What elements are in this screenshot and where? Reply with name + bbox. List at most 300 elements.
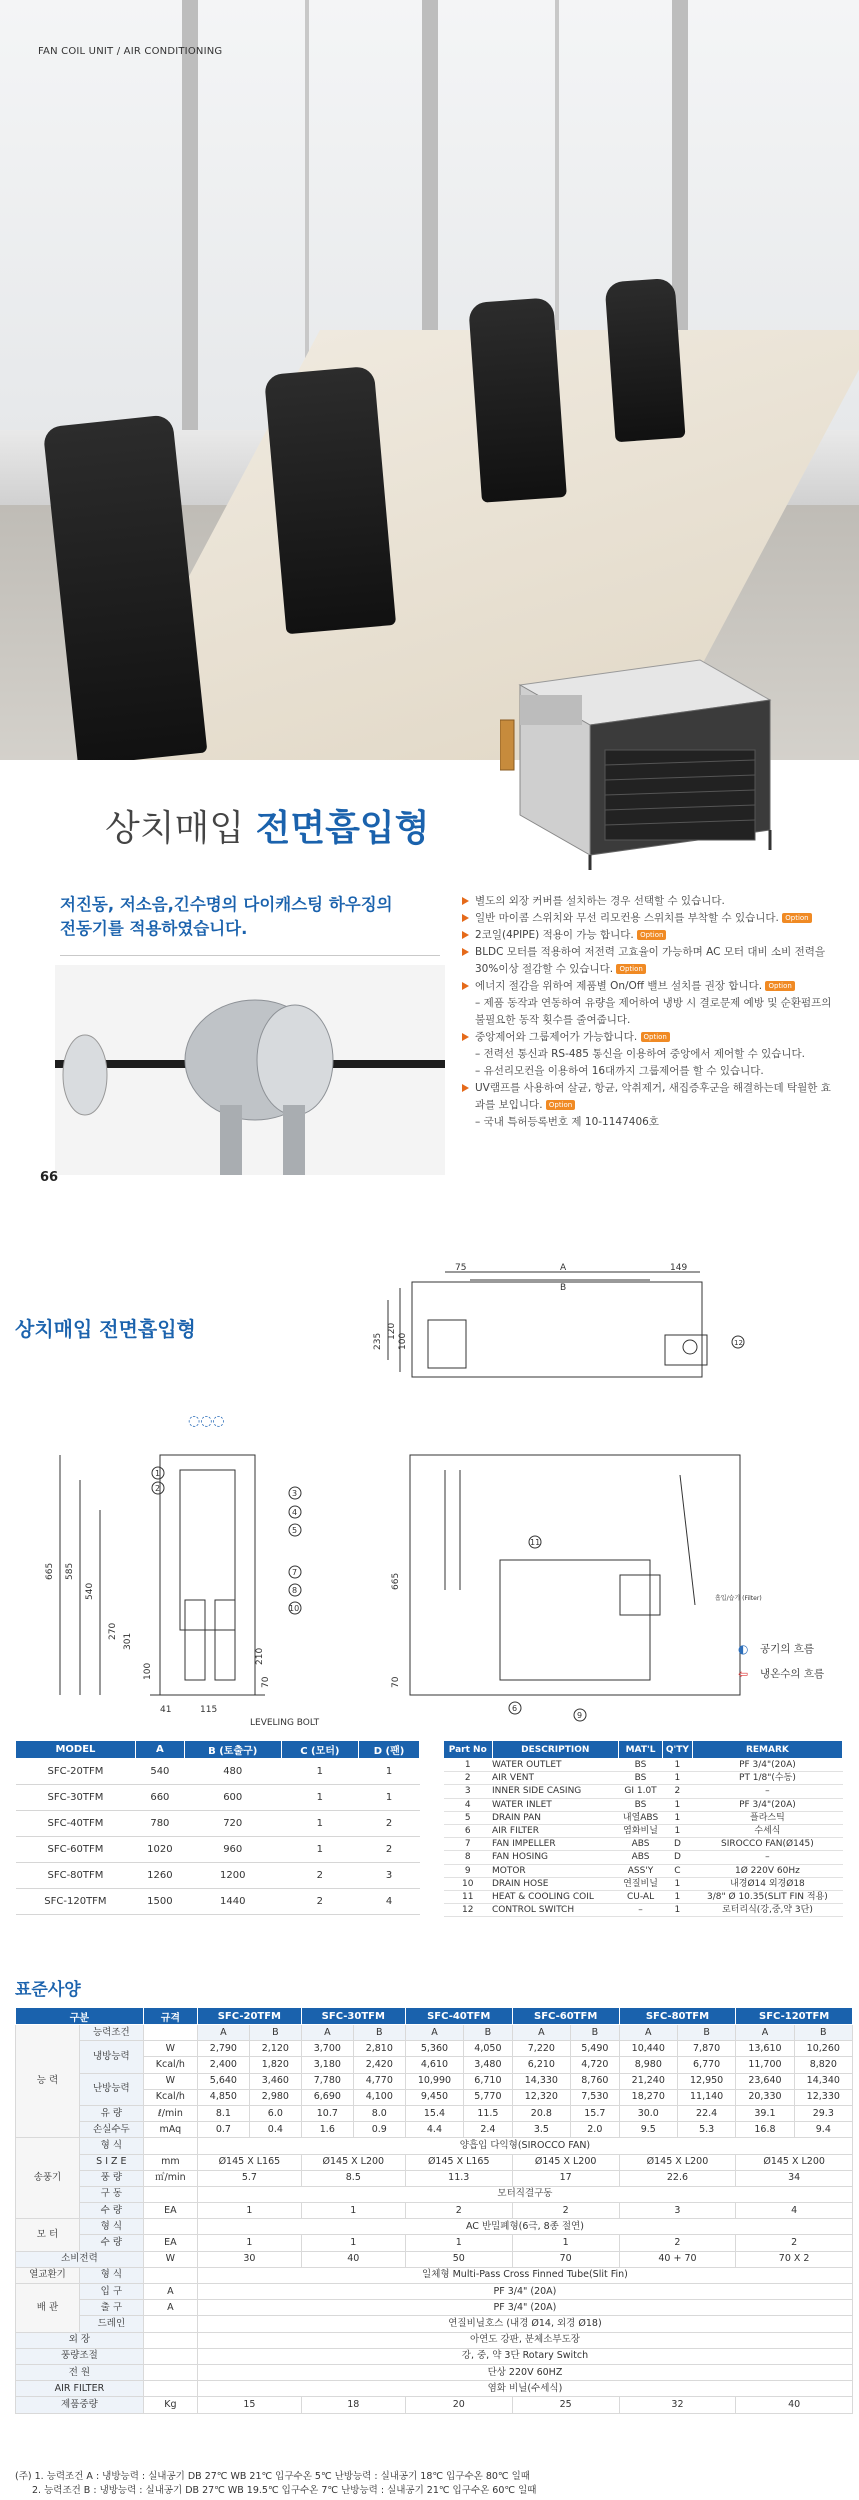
table-cell: PF 3/4" (20A) bbox=[197, 2300, 852, 2316]
table-row bbox=[16, 2154, 853, 2170]
table-cell: B bbox=[571, 2025, 620, 2041]
table-cell: 14,330 bbox=[512, 2073, 570, 2089]
top-view bbox=[388, 1272, 707, 1377]
table-cell: 출 구 bbox=[79, 2300, 143, 2316]
table-cell: 유 량 bbox=[79, 2105, 143, 2121]
table-cell: 송풍기 bbox=[16, 2138, 80, 2219]
callout: 11 bbox=[530, 1538, 541, 1547]
table-cell: 70 X 2 bbox=[736, 2251, 853, 2267]
table-cell: B bbox=[249, 2025, 301, 2041]
column-header: D (팬) bbox=[359, 1741, 420, 1759]
table-row bbox=[444, 1890, 843, 1903]
table-cell: WATER OUTLET bbox=[492, 1759, 619, 1772]
fan-coil-unit-image bbox=[500, 600, 800, 870]
table-cell: 0.7 bbox=[197, 2122, 249, 2138]
table-cell: 50 bbox=[405, 2251, 512, 2267]
dim-label: 120 bbox=[387, 1322, 397, 1340]
table-cell: 염화 비닐(수세식) bbox=[197, 2381, 852, 2397]
feature-item bbox=[462, 927, 832, 944]
table-cell: 입 구 bbox=[79, 2284, 143, 2300]
callout: 9 bbox=[577, 1711, 583, 1720]
table-row bbox=[444, 1759, 843, 1772]
dim-label: 665 bbox=[45, 1562, 55, 1580]
note-line: (주) 1. 능력조건 A : 냉방능력 : 실내공기 DB 27℃ WB 21℃ 입구수온 5℃ 난방능력 : 실내공기 18℃ 입구수온 80℃ 일때 bbox=[15, 2471, 530, 2482]
table-cell bbox=[143, 2316, 197, 2332]
table-cell: 540 bbox=[135, 1759, 184, 1785]
table-cell: 5.7 bbox=[197, 2170, 301, 2186]
table-cell: 2 bbox=[662, 1785, 692, 1798]
table-cell: Kcal/h bbox=[143, 2089, 197, 2105]
bullet-triangle-icon bbox=[462, 931, 469, 939]
bullet-triangle-icon bbox=[462, 948, 469, 956]
table-cell: 모터직결구동 bbox=[197, 2186, 852, 2202]
table-cell bbox=[143, 2267, 197, 2283]
column-header: Q'TY bbox=[662, 1741, 692, 1759]
feature-text: 별도의 외장 커버를 설치하는 경우 선택할 수 있습니다. bbox=[475, 895, 725, 907]
dim-label: 301 bbox=[123, 1632, 133, 1650]
table-row bbox=[16, 2138, 853, 2154]
feature-item bbox=[462, 944, 832, 978]
table-cell: 14,340 bbox=[794, 2073, 852, 2089]
table-cell: 6,210 bbox=[512, 2057, 570, 2073]
callout: 8 bbox=[292, 1586, 298, 1595]
table-cell: 4 bbox=[444, 1798, 493, 1811]
table-cell: 2 bbox=[359, 1811, 420, 1837]
table-cell: ASS'Y bbox=[619, 1864, 663, 1877]
column-header: B (토출구) bbox=[184, 1741, 281, 1759]
table-row bbox=[16, 2203, 853, 2219]
table-cell: 2 bbox=[619, 2235, 736, 2251]
table-cell bbox=[143, 2219, 197, 2235]
dim-label: 585 bbox=[65, 1562, 75, 1580]
table-cell: 8.0 bbox=[353, 2105, 405, 2121]
table-cell: 25 bbox=[512, 2397, 619, 2413]
option-badge: Option bbox=[616, 964, 645, 974]
table-row bbox=[444, 1864, 843, 1877]
table-cell: 8,980 bbox=[619, 2057, 677, 2073]
column-header: 구분 bbox=[16, 2008, 144, 2025]
product-title-normal: 상치매입 bbox=[105, 808, 256, 849]
svg-text:◐: ◐ bbox=[738, 1642, 749, 1656]
table-cell: 4,850 bbox=[197, 2089, 249, 2105]
table-cell: BS bbox=[619, 1772, 663, 1785]
dim-label: 210 bbox=[255, 1647, 265, 1665]
table-cell: – bbox=[619, 1904, 663, 1917]
table-cell: 5,770 bbox=[464, 2089, 513, 2105]
table-cell: 720 bbox=[184, 1811, 281, 1837]
table-cell: 일체형 Multi-Pass Cross Finned Tube(Slit Fin) bbox=[197, 2267, 852, 2283]
table-cell: SFC-80TFM bbox=[16, 1863, 136, 1889]
divider bbox=[60, 955, 440, 956]
table-cell: 2 bbox=[444, 1772, 493, 1785]
table-cell bbox=[143, 2364, 197, 2380]
table-row bbox=[444, 1877, 843, 1890]
product-title-bold: 전면흡입형 bbox=[255, 808, 430, 849]
table-cell: D bbox=[662, 1838, 692, 1851]
table-row bbox=[16, 2300, 853, 2316]
table-cell: 18 bbox=[301, 2397, 405, 2413]
bullet-triangle-icon bbox=[462, 982, 469, 990]
table-row bbox=[16, 2267, 853, 2283]
option-badge: Option bbox=[637, 930, 666, 940]
table-row bbox=[16, 2381, 853, 2397]
table-cell: 8,760 bbox=[571, 2073, 620, 2089]
table-cell: ㎥/min bbox=[143, 2170, 197, 2186]
table-cell: 5,490 bbox=[571, 2041, 620, 2057]
table-cell: 480 bbox=[184, 1759, 281, 1785]
lead-line: 전동기를 적용하였습니다. bbox=[60, 919, 248, 938]
table-cell: 7 bbox=[444, 1838, 493, 1851]
table-cell: 2 bbox=[359, 1837, 420, 1863]
feature-sub-item: – 국내 특허등록번호 제 10-1147406호 bbox=[475, 1116, 659, 1128]
table-cell: 1 bbox=[662, 1798, 692, 1811]
table-cell: 10,990 bbox=[405, 2073, 463, 2089]
table-cell: 7,870 bbox=[677, 2041, 735, 2057]
table-cell: 11,700 bbox=[736, 2057, 794, 2073]
table-cell: 1200 bbox=[184, 1863, 281, 1889]
table-cell: 수 량 bbox=[79, 2235, 143, 2251]
table-cell: 6 bbox=[444, 1824, 493, 1837]
table-cell: 1 bbox=[662, 1877, 692, 1890]
table-cell bbox=[143, 2025, 197, 2041]
table-cell: 능력조건 bbox=[79, 2025, 143, 2041]
table-cell: 배 관 bbox=[16, 2284, 80, 2333]
table-cell: SIROCCO FAN(Ø145) bbox=[692, 1838, 842, 1851]
table-cell: SFC-40TFM bbox=[16, 1811, 136, 1837]
table-cell: Ø145 X L200 bbox=[301, 2154, 405, 2170]
table-cell: Ø145 X L200 bbox=[512, 2154, 619, 2170]
table-cell: 1 bbox=[197, 2203, 301, 2219]
feature-text: UV램프를 사용하여 살균, 항균, 악취제거, 새집증후군을 해결하는데 탁월한 효과를 보입니다. bbox=[475, 1082, 831, 1111]
technical-drawing bbox=[0, 1260, 859, 1730]
callout: 2 bbox=[155, 1484, 161, 1493]
table-cell: PF 3/4" (20A) bbox=[197, 2284, 852, 2300]
feature-sub-item: – 유선리모컨을 이용하여 16대까지 그룹제어를 할 수 있습니다. bbox=[475, 1065, 764, 1077]
table-cell: 1 bbox=[662, 1890, 692, 1903]
column-header: MODEL bbox=[16, 1741, 136, 1759]
table-row bbox=[16, 2219, 853, 2235]
table-cell: 70 bbox=[512, 2251, 619, 2267]
option-badge: Option bbox=[765, 981, 794, 991]
table-cell: 32 bbox=[619, 2397, 736, 2413]
table-cell: Ø145 X L200 bbox=[736, 2154, 853, 2170]
table-row bbox=[16, 1759, 420, 1785]
table-row bbox=[16, 2284, 853, 2300]
table-cell: 8,820 bbox=[794, 2057, 852, 2073]
table-cell: 11 bbox=[444, 1890, 493, 1903]
front-view bbox=[410, 1455, 740, 1695]
table-cell: 1 bbox=[405, 2235, 512, 2251]
table-cell: B bbox=[353, 2025, 405, 2041]
callout: 3 bbox=[292, 1489, 298, 1498]
page-number: 66 bbox=[40, 1170, 59, 1185]
dim-label: 70 bbox=[261, 1676, 271, 1688]
option-badge: Option bbox=[782, 913, 811, 923]
table-cell bbox=[143, 2348, 197, 2364]
table-cell: 형 식 bbox=[79, 2138, 143, 2154]
table-cell: 단상 220V 60HZ bbox=[197, 2364, 852, 2380]
table-cell: 4,770 bbox=[353, 2073, 405, 2089]
table-cell: 5,360 bbox=[405, 2041, 463, 2057]
side-view bbox=[60, 1455, 265, 1695]
table-row bbox=[16, 2397, 853, 2413]
table-cell: W bbox=[143, 2041, 197, 2057]
bullet-triangle-icon bbox=[462, 1084, 469, 1092]
table-row bbox=[16, 2073, 853, 2089]
table-cell: ABS bbox=[619, 1838, 663, 1851]
dim-label: 665 bbox=[391, 1572, 401, 1590]
table-cell: 10,260 bbox=[794, 2041, 852, 2057]
dim-label: A bbox=[560, 1263, 567, 1273]
table-cell: 연질비닐 bbox=[619, 1877, 663, 1890]
table-cell: 1 bbox=[662, 1772, 692, 1785]
table-cell: 40 bbox=[301, 2251, 405, 2267]
table-cell: 3,460 bbox=[249, 2073, 301, 2089]
feature-text: 2코일(4PIPE) 적용이 가능 합니다. bbox=[475, 929, 638, 941]
table-cell: 3,480 bbox=[464, 2057, 513, 2073]
column-header: SFC-30TFM bbox=[301, 2008, 405, 2025]
bullet-triangle-icon bbox=[462, 914, 469, 922]
table-cell: A bbox=[405, 2025, 463, 2041]
product-title bbox=[105, 800, 429, 851]
table-cell: A bbox=[512, 2025, 570, 2041]
table-cell: Ø145 X L165 bbox=[197, 2154, 301, 2170]
table-cell: PF 3/4"(20A) bbox=[692, 1798, 842, 1811]
table-row bbox=[16, 2348, 853, 2364]
table-cell: HEAT & COOLING COIL bbox=[492, 1890, 619, 1903]
table-cell: B bbox=[677, 2025, 735, 2041]
note-line: 2. 능력조건 B : 냉방능력 : 실내공기 DB 27℃ WB 19.5℃ 입구수온 7℃ 난방능력 : 실내공기 21℃ 입구수온 60℃ 일때 bbox=[32, 2485, 537, 2496]
chair-back bbox=[468, 297, 567, 502]
table-cell: A bbox=[619, 2025, 677, 2041]
table-cell: 형 식 bbox=[79, 2219, 143, 2235]
table-cell: 20 bbox=[405, 2397, 512, 2413]
table-cell: 2,400 bbox=[197, 2057, 249, 2073]
dim-label: 70 bbox=[391, 1676, 401, 1688]
table-cell: 1 bbox=[662, 1759, 692, 1772]
table-cell: 내열ABS bbox=[619, 1811, 663, 1824]
table-cell: 22.6 bbox=[619, 2170, 736, 2186]
table-cell: C bbox=[662, 1864, 692, 1877]
table-row bbox=[16, 2170, 853, 2186]
table-cell: 냉방능력 bbox=[79, 2041, 143, 2073]
chair-back bbox=[264, 366, 396, 635]
table-cell: 0.9 bbox=[353, 2122, 405, 2138]
table-cell: – bbox=[692, 1785, 842, 1798]
table-cell: 13,610 bbox=[736, 2041, 794, 2057]
table-row bbox=[444, 1798, 843, 1811]
section-tag: FAN COIL UNIT / AIR CONDITIONING bbox=[38, 46, 223, 57]
table-cell: 제품중량 bbox=[16, 2397, 144, 2413]
table-cell: 6.0 bbox=[249, 2105, 301, 2121]
table-cell: 12,330 bbox=[794, 2089, 852, 2105]
table-cell: 9.5 bbox=[619, 2122, 677, 2138]
table-cell: SFC-60TFM bbox=[16, 1837, 136, 1863]
table-cell: 소비전력 bbox=[16, 2251, 144, 2267]
table-cell: 3,700 bbox=[301, 2041, 353, 2057]
table-cell: CONTROL SWITCH bbox=[492, 1904, 619, 1917]
table-cell: Ø145 X L165 bbox=[405, 2154, 512, 2170]
table-cell: 1.6 bbox=[301, 2122, 353, 2138]
feature-text: 일반 마이콤 스위치와 무선 리모컨용 스위치를 부착할 수 있습니다. bbox=[475, 912, 783, 924]
table-cell: 4,100 bbox=[353, 2089, 405, 2105]
table-cell: A bbox=[143, 2300, 197, 2316]
feature-sub-item: – 전력선 통신과 RS-485 통신을 이용하여 중앙에서 제어할 수 있습니다. bbox=[475, 1048, 805, 1060]
table-cell: 15 bbox=[197, 2397, 301, 2413]
table-cell: 34 bbox=[736, 2170, 853, 2186]
column-header: SFC-40TFM bbox=[405, 2008, 512, 2025]
lead-text bbox=[60, 893, 480, 941]
table-cell: 열교환기 bbox=[16, 2267, 80, 2283]
table-cell: 9.4 bbox=[794, 2122, 852, 2138]
callout: 4 bbox=[292, 1508, 298, 1517]
dim-label: 270 bbox=[108, 1622, 118, 1640]
table-cell: 12,320 bbox=[512, 2089, 570, 2105]
table-row bbox=[444, 1811, 843, 1824]
table-cell: GI 1.0T bbox=[619, 1785, 663, 1798]
table-cell: 0.4 bbox=[249, 2122, 301, 2138]
table-row bbox=[16, 2105, 853, 2121]
table-cell: 6,710 bbox=[464, 2073, 513, 2089]
table-cell: 11,140 bbox=[677, 2089, 735, 2105]
table-cell: 40 + 70 bbox=[619, 2251, 736, 2267]
dim-label: B bbox=[560, 1283, 567, 1293]
chair-back bbox=[605, 278, 686, 442]
table-cell: 3/8" Ø 10.35(SLIT FIN 적용) bbox=[692, 1890, 842, 1903]
table-cell: 20,330 bbox=[736, 2089, 794, 2105]
table-cell: 12,950 bbox=[677, 2073, 735, 2089]
dim-label: 540 bbox=[85, 1582, 95, 1600]
table-cell: 17 bbox=[512, 2170, 619, 2186]
dim-label: 41 bbox=[160, 1705, 172, 1715]
table-cell: EA bbox=[143, 2203, 197, 2219]
table-row bbox=[16, 1785, 420, 1811]
table-cell: 1 bbox=[359, 1759, 420, 1785]
table-cell: 1 bbox=[281, 1837, 359, 1863]
table-cell: 능 력 bbox=[16, 2025, 80, 2138]
feature-text: BLDC 모터를 적용하여 저전력 고효율이 가능하며 AC 모터 대비 소비 전력을 30%이상 절감할 수 있습니다. bbox=[475, 946, 826, 975]
column-header: C (모터) bbox=[281, 1741, 359, 1759]
table-row bbox=[444, 1785, 843, 1798]
table-cell: A bbox=[736, 2025, 794, 2041]
table-cell: 5 bbox=[444, 1811, 493, 1824]
table-row bbox=[16, 2235, 853, 2251]
table-cell: SFC-20TFM bbox=[16, 1759, 136, 1785]
table-cell: 15.4 bbox=[405, 2105, 463, 2121]
table-row bbox=[16, 2332, 853, 2348]
table-cell: INNER SIDE CASING bbox=[492, 1785, 619, 1798]
table-cell: 4 bbox=[359, 1889, 420, 1915]
table-cell: SFC-120TFM bbox=[16, 1889, 136, 1915]
table-cell: 모 터 bbox=[16, 2219, 80, 2251]
leveling-bolt-label: LEVELING BOLT bbox=[250, 1718, 320, 1728]
column-header: 규격 bbox=[143, 2008, 197, 2025]
table-cell: mAq bbox=[143, 2122, 197, 2138]
table-cell: 2,120 bbox=[249, 2041, 301, 2057]
feature-item bbox=[462, 1080, 832, 1114]
table-row bbox=[16, 1837, 420, 1863]
table-cell: AC 반밀폐형(6극, 8종 절연) bbox=[197, 2219, 852, 2235]
table-cell: 5.3 bbox=[677, 2122, 735, 2138]
table-cell: 2 bbox=[405, 2203, 512, 2219]
table-cell: 4,720 bbox=[571, 2057, 620, 2073]
table-cell: 1 bbox=[444, 1759, 493, 1772]
table-cell: 3,180 bbox=[301, 2057, 353, 2073]
table-cell: ABS bbox=[619, 1851, 663, 1864]
table-cell: AIR FILTER bbox=[492, 1824, 619, 1837]
table-row bbox=[16, 1863, 420, 1889]
table-row bbox=[16, 2316, 853, 2332]
table-cell: 4 bbox=[736, 2203, 853, 2219]
table-cell: AIR FILTER bbox=[16, 2381, 144, 2397]
table-cell: 7,780 bbox=[301, 2073, 353, 2089]
column-header: MAT'L bbox=[619, 1741, 663, 1759]
table-cell: 20.8 bbox=[512, 2105, 570, 2121]
spec-table bbox=[15, 2007, 853, 2414]
table-cell: 연질비닐호스 (내경 Ø14, 외경 Ø18) bbox=[197, 2316, 852, 2332]
table-cell: S I Z E bbox=[79, 2154, 143, 2170]
table-row bbox=[16, 2251, 853, 2267]
table-cell: 12 bbox=[444, 1904, 493, 1917]
table-cell: W bbox=[143, 2073, 197, 2089]
callout: 5 bbox=[292, 1526, 298, 1535]
model-dimension-table bbox=[15, 1740, 420, 1915]
feature-text: 중앙제어와 그룹제어가 가능합니다. bbox=[475, 1031, 641, 1043]
table-cell: AIR VENT bbox=[492, 1772, 619, 1785]
drawing-title: 상치매입 전면흡입형 bbox=[15, 1317, 196, 1341]
table-cell: 손실수두 bbox=[79, 2122, 143, 2138]
table-cell: Kcal/h bbox=[143, 2057, 197, 2073]
table-cell: 풍 량 bbox=[79, 2170, 143, 2186]
table-cell: DRAIN HOSE bbox=[492, 1877, 619, 1890]
table-row bbox=[16, 2364, 853, 2380]
table-cell: FAN HOSING bbox=[492, 1851, 619, 1864]
column-header: REMARK bbox=[692, 1741, 842, 1759]
table-cell: mm bbox=[143, 2154, 197, 2170]
table-cell: 1 bbox=[301, 2203, 405, 2219]
table-cell: 3 bbox=[619, 2203, 736, 2219]
table-cell: 염화비닐 bbox=[619, 1824, 663, 1837]
spec-notes bbox=[15, 2470, 536, 2498]
table-cell bbox=[143, 2138, 197, 2154]
table-cell: 1500 bbox=[135, 1889, 184, 1915]
table-cell: 1Ø 220V 60Hz bbox=[692, 1864, 842, 1877]
table-cell: 2 bbox=[512, 2203, 619, 2219]
table-cell: B bbox=[794, 2025, 852, 2041]
table-cell: 4,610 bbox=[405, 2057, 463, 2073]
feature-item bbox=[462, 1029, 832, 1046]
table-cell: 660 bbox=[135, 1785, 184, 1811]
table-cell: 구 동 bbox=[79, 2186, 143, 2202]
table-row bbox=[16, 2025, 853, 2041]
table-cell: ℓ/min bbox=[143, 2105, 197, 2121]
table-cell: 난방능력 bbox=[79, 2073, 143, 2105]
table-cell: 960 bbox=[184, 1837, 281, 1863]
feature-sub-item: – 제품 동작과 연동하여 유량을 제어하여 냉방 시 결로문제 예방 및 순환펌프의 불필요한 동작 횟수를 줄여줍니다. bbox=[475, 997, 832, 1026]
table-cell: 7,220 bbox=[512, 2041, 570, 2057]
motor-image bbox=[55, 965, 445, 1175]
spec-title: 표준사양 bbox=[15, 1980, 81, 2000]
table-cell: PT 1/8"(수동) bbox=[692, 1772, 842, 1785]
table-cell: 780 bbox=[135, 1811, 184, 1837]
table-cell: 3 bbox=[444, 1785, 493, 1798]
table-cell: 1 bbox=[281, 1759, 359, 1785]
table-cell: 드레인 bbox=[79, 2316, 143, 2332]
table-cell: 2 bbox=[281, 1889, 359, 1915]
table-cell: 내경Ø14 외경Ø18 bbox=[692, 1877, 842, 1890]
callout: 7 bbox=[292, 1568, 298, 1577]
feature-item bbox=[462, 978, 832, 995]
